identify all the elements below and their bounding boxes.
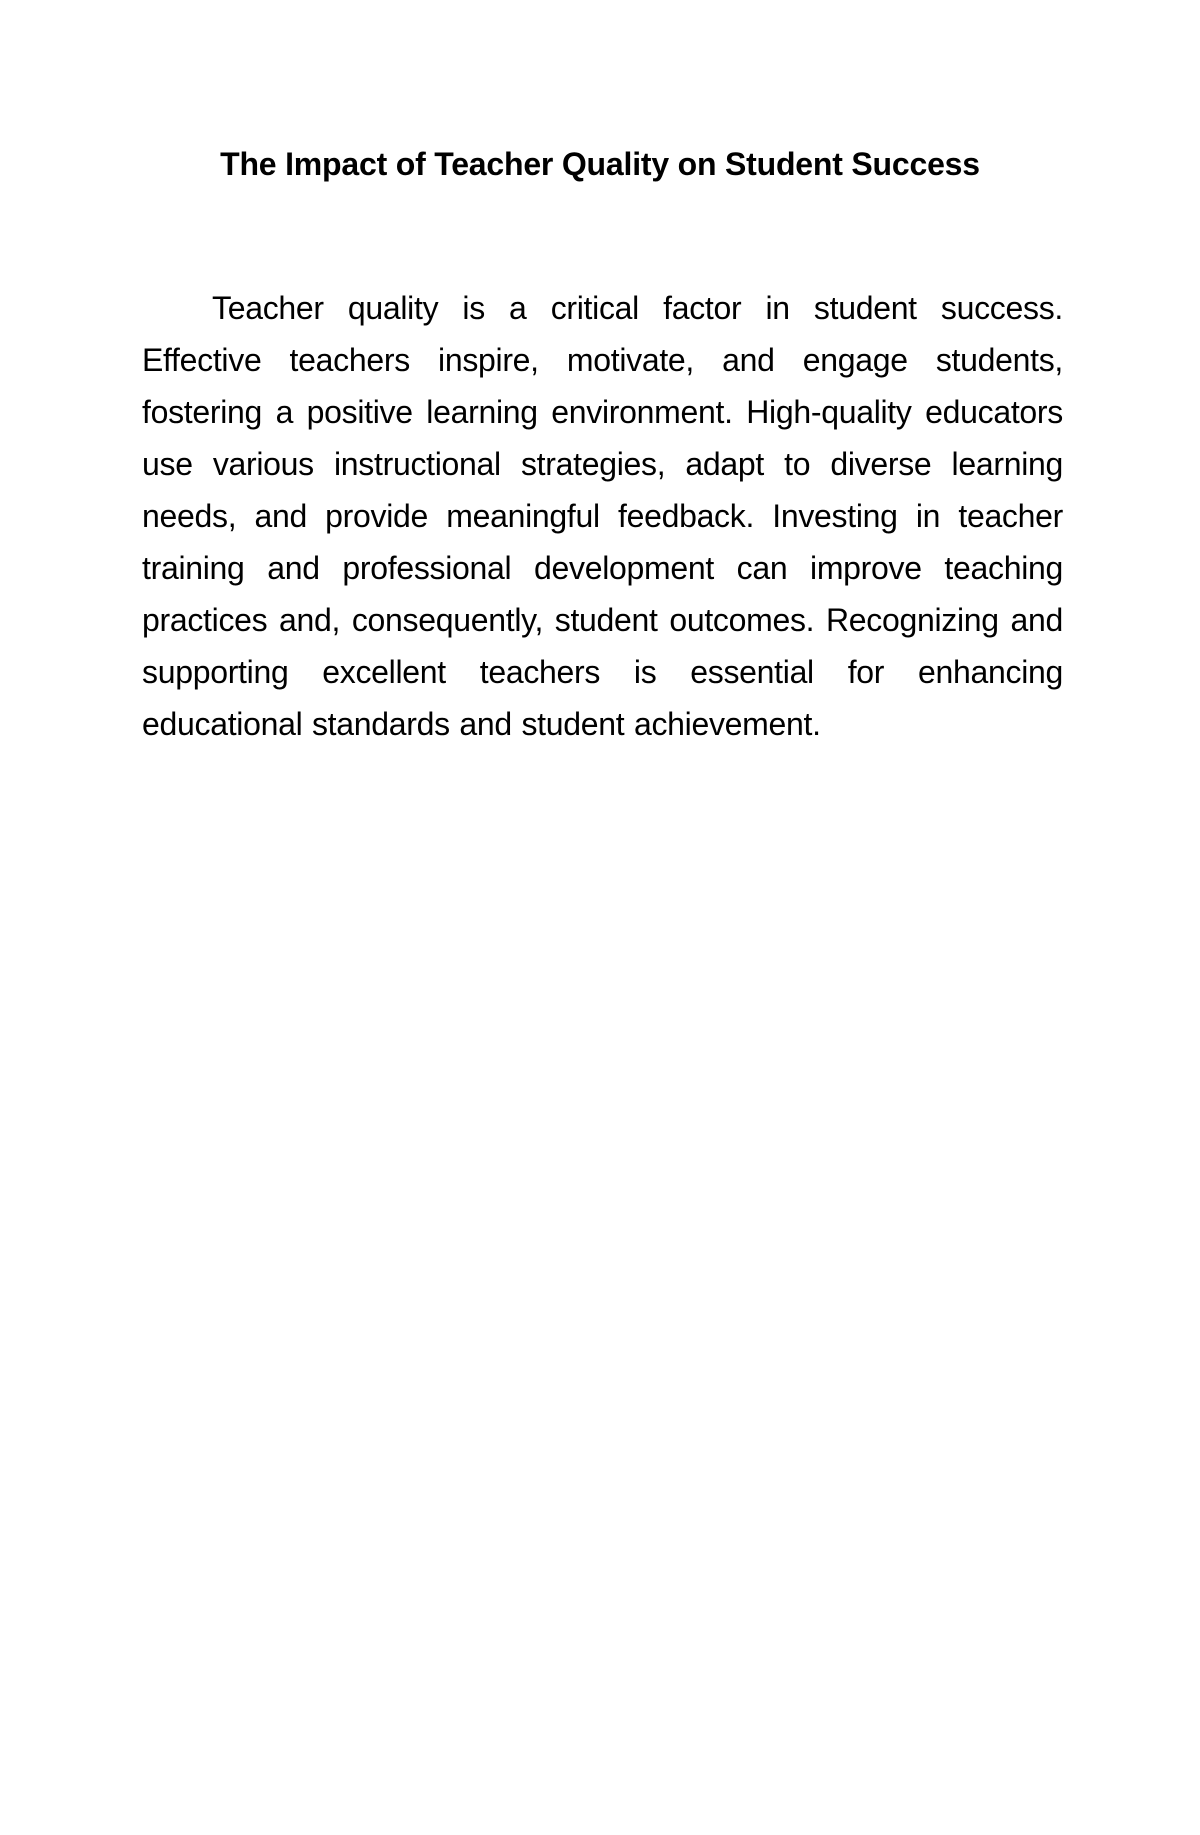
document-title: The Impact of Teacher Quality on Student Success [220,146,980,182]
body-paragraph: Teacher quality is a critical factor in student success. Effective teachers inspire, motivate, and engage students, fostering a positive learning environment. High-quality educators use various instructional strategies, adapt to diverse learning needs, and provide meaningful feedback. Investing in teacher training and professional development can improve teaching practices and, consequently, student outcomes. Recognizing and supporting excellent teachers is essential for enhancing educational standards and student achievement. [142,290,1063,742]
